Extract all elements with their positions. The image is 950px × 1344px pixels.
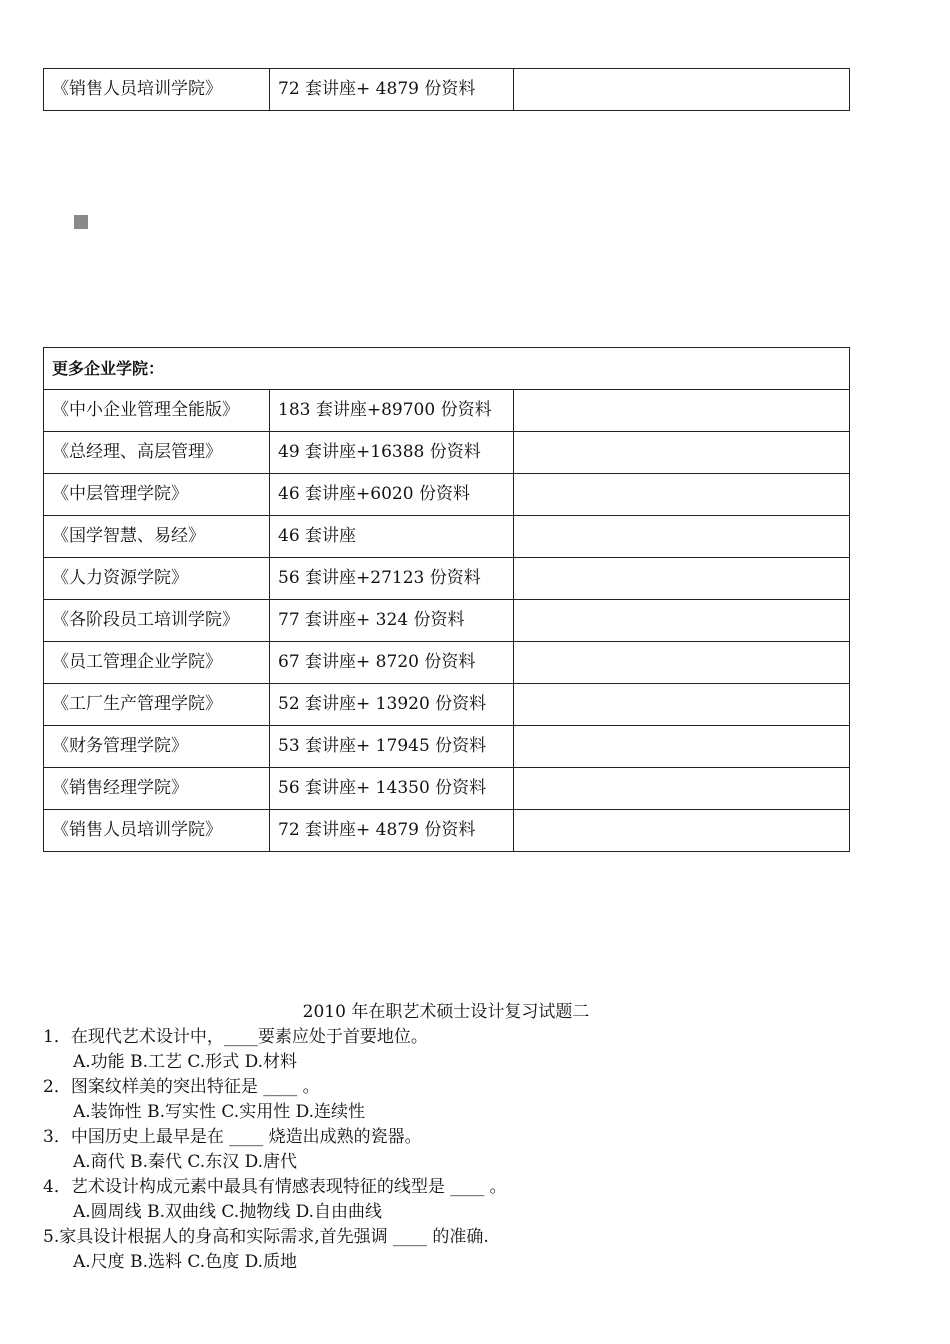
- academy-content: 183 套讲座+89700 份资料: [270, 390, 514, 432]
- academy-name: 《员工管理企业学院》: [44, 642, 270, 684]
- table-row: [44, 69, 850, 111]
- academy-content: 46 套讲座: [270, 516, 514, 558]
- academy-name: 《总经理、高层管理》: [44, 432, 270, 474]
- more-academy-table: [43, 347, 850, 852]
- academy-extra: [514, 69, 850, 111]
- academy-name: 《中层管理学院》: [44, 474, 270, 516]
- academy-content: 46 套讲座+6020 份资料: [270, 474, 514, 516]
- academy-extra: [514, 558, 850, 600]
- academy-content: 72 套讲座+ 4879 份资料: [270, 810, 514, 852]
- table-row: [44, 726, 850, 768]
- academy-content: 52 套讲座+ 13920 份资料: [270, 684, 514, 726]
- academy-name: 《国学智慧、易经》: [44, 516, 270, 558]
- academy-name: 《人力资源学院》: [44, 558, 270, 600]
- academy-name: 《销售人员培训学院》: [44, 69, 270, 111]
- academy-name: 《财务管理学院》: [44, 726, 270, 768]
- table-header-row: [44, 348, 850, 390]
- table-header: 更多企业学院：: [44, 348, 850, 390]
- table-row: [44, 558, 850, 600]
- academy-extra: [514, 432, 850, 474]
- academy-name: 《销售人员培训学院》: [44, 810, 270, 852]
- academy-content: 72 套讲座+ 4879 份资料: [270, 69, 514, 111]
- table-row: [44, 684, 850, 726]
- academy-content: 77 套讲座+ 324 份资料: [270, 600, 514, 642]
- academy-name: 《销售经理学院》: [44, 768, 270, 810]
- question-options: A.功能 B.工艺 C.形式 D.材料: [73, 1052, 298, 1072]
- table-row: [44, 768, 850, 810]
- square-bullet-icon: [74, 215, 88, 229]
- table-row: [44, 432, 850, 474]
- table-row: [44, 600, 850, 642]
- table-row: [44, 810, 850, 852]
- question-text: 2．图案纹样美的突出特征是 ____ 。: [43, 1077, 320, 1097]
- academy-extra: [514, 516, 850, 558]
- exam-section: [43, 1000, 849, 1275]
- table-row: [44, 390, 850, 432]
- question-text: 5.家具设计根据人的身高和实际需求,首先强调 ____ 的准确.: [43, 1227, 489, 1247]
- academy-content: 49 套讲座+16388 份资料: [270, 432, 514, 474]
- question-text: 1．在现代艺术设计中，____要素应处于首要地位。: [43, 1027, 428, 1047]
- academy-extra: [514, 810, 850, 852]
- academy-extra: [514, 642, 850, 684]
- table-row: [44, 474, 850, 516]
- question-options: A.圆周线 B.双曲线 C.抛物线 D.自由曲线: [73, 1202, 383, 1222]
- question-options: A.尺度 B.选料 C.色度 D.质地: [73, 1252, 298, 1272]
- academy-name: 《各阶段员工培训学院》: [44, 600, 270, 642]
- academy-extra: [514, 684, 850, 726]
- academy-extra: [514, 474, 850, 516]
- question-text: 3．中国历史上最早是在 ____ 烧造出成熟的瓷器。: [43, 1127, 422, 1147]
- table-row: [44, 516, 850, 558]
- top-academy-table: [43, 68, 850, 111]
- academy-name: 《工厂生产管理学院》: [44, 684, 270, 726]
- academy-extra: [514, 390, 850, 432]
- academy-extra: [514, 600, 850, 642]
- academy-content: 56 套讲座+27123 份资料: [270, 558, 514, 600]
- academy-extra: [514, 726, 850, 768]
- academy-name: 《中小企业管理全能版》: [44, 390, 270, 432]
- question-options: A.装饰性 B.写实性 C.实用性 D.连续性: [73, 1102, 366, 1122]
- academy-content: 53 套讲座+ 17945 份资料: [270, 726, 514, 768]
- question-text: 4．艺术设计构成元素中最具有情感表现特征的线型是 ____ 。: [43, 1177, 507, 1197]
- question-options: A.商代 B.秦代 C.东汉 D.唐代: [73, 1152, 298, 1172]
- academy-extra: [514, 768, 850, 810]
- exam-title: 2010 年在职艺术硕士设计复习试题二: [302, 1002, 590, 1022]
- table-row: [44, 642, 850, 684]
- academy-content: 67 套讲座+ 8720 份资料: [270, 642, 514, 684]
- academy-content: 56 套讲座+ 14350 份资料: [270, 768, 514, 810]
